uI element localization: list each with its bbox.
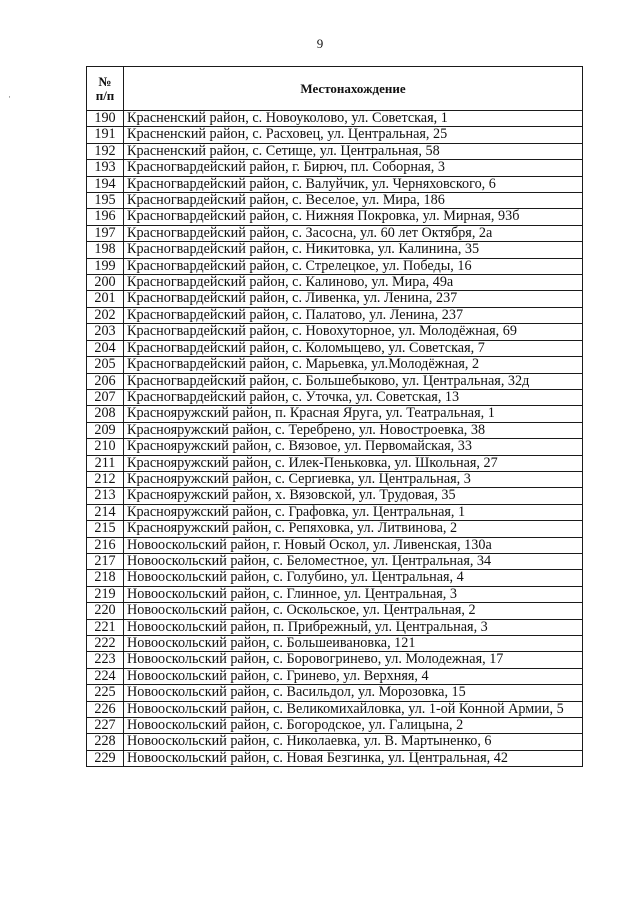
table-row (87, 718, 583, 734)
row-location: Красненский район, с. Сетище, ул. Центральная, 58 (124, 143, 583, 159)
table-row (87, 275, 583, 291)
table-row (87, 225, 583, 241)
table-row (87, 652, 583, 668)
row-number: 225 (87, 685, 124, 701)
row-number: 204 (87, 340, 124, 356)
row-number: 194 (87, 176, 124, 192)
row-number: 218 (87, 570, 124, 586)
row-location: Красногвардейский район, с. Стрелецкое, ул. Победы, 16 (124, 258, 583, 274)
row-number: 216 (87, 537, 124, 553)
table-row (87, 455, 583, 471)
row-location: Новооскольский район, с. Боровогринево, ул. Молодежная, 17 (124, 652, 583, 668)
row-number: 196 (87, 209, 124, 225)
row-location: Красногвардейский район, с. Палатово, ул. Ленина, 237 (124, 307, 583, 323)
table-row (87, 291, 583, 307)
row-number: 191 (87, 127, 124, 143)
row-location: Новооскольский район, с. Беломестное, ул. Центральная, 34 (124, 553, 583, 569)
table-row (87, 209, 583, 225)
table-row (87, 357, 583, 373)
table-row (87, 176, 583, 192)
table-row (87, 636, 583, 652)
row-location: Новооскольский район, г. Новый Оскол, ул. Ливенская, 130а (124, 537, 583, 553)
row-number: 213 (87, 488, 124, 504)
row-location: Новооскольский район, с. Богородское, ул. Галицына, 2 (124, 718, 583, 734)
row-location: Красногвардейский район, г. Бирюч, пл. Соборная, 3 (124, 160, 583, 176)
table-row (87, 537, 583, 553)
header-number (87, 67, 124, 111)
table-row (87, 111, 583, 127)
table-body (87, 111, 583, 767)
row-location: Краснояружский район, п. Красная Яруга, ул. Театральная, 1 (124, 406, 583, 422)
row-number: 229 (87, 750, 124, 766)
table-row (87, 422, 583, 438)
row-location: Красногвардейский район, с. Нижняя Покровка, ул. Мирная, 93б (124, 209, 583, 225)
table-row (87, 619, 583, 635)
row-number: 202 (87, 307, 124, 323)
row-number: 211 (87, 455, 124, 471)
row-location: Красногвардейский район, с. Уточка, ул. Советская, 13 (124, 389, 583, 405)
table-header-row (87, 67, 583, 111)
header-location: Местонахождение (124, 67, 583, 111)
table-row (87, 373, 583, 389)
header-number-line: № (98, 73, 112, 89)
row-number: 201 (87, 291, 124, 307)
row-number: 209 (87, 422, 124, 438)
row-number: 214 (87, 504, 124, 520)
row-number: 200 (87, 275, 124, 291)
row-location: Краснояружский район, с. Теребрено, ул. Новостроевка, 38 (124, 422, 583, 438)
row-number: 206 (87, 373, 124, 389)
table-row (87, 488, 583, 504)
locations-table (86, 66, 583, 767)
row-number: 222 (87, 636, 124, 652)
row-number: 199 (87, 258, 124, 274)
row-number: 217 (87, 553, 124, 569)
row-number: 208 (87, 406, 124, 422)
row-location: Краснояружский район, с. Сергиевка, ул. Центральная, 3 (124, 471, 583, 487)
header-number-line: п/п (95, 87, 115, 103)
table-row (87, 750, 583, 766)
table-row (87, 193, 583, 209)
table-row (87, 307, 583, 323)
row-location: Новооскольский район, с. Глинное, ул. Центральная, 3 (124, 586, 583, 602)
row-number: 193 (87, 160, 124, 176)
row-location: Красногвардейский район, с. Марьевка, ул.Молодёжная, 2 (124, 357, 583, 373)
row-location: Красногвардейский район, с. Ливенка, ул. Ленина, 237 (124, 291, 583, 307)
row-number: 221 (87, 619, 124, 635)
row-number: 207 (87, 389, 124, 405)
table-row (87, 324, 583, 340)
row-number: 224 (87, 668, 124, 684)
row-location: Красногвардейский район, с. Никитовка, ул. Калинина, 35 (124, 242, 583, 258)
row-number: 227 (87, 718, 124, 734)
row-location: Новооскольский район, с. Большеивановка, 121 (124, 636, 583, 652)
row-location: Новооскольский район, с. Голубино, ул. Центральная, 4 (124, 570, 583, 586)
row-location: Краснояружский район, х. Вязовской, ул. Трудовая, 35 (124, 488, 583, 504)
row-location: Красненский район, с. Расховец, ул. Центральная, 25 (124, 127, 583, 143)
row-location: Красногвардейский район, с. Валуйчик, ул. Черняховского, 6 (124, 176, 583, 192)
row-location: Красногвардейский район, с. Засосна, ул. 60 лет Октября, 2а (124, 225, 583, 241)
row-number: 205 (87, 357, 124, 373)
row-number: 215 (87, 521, 124, 537)
row-number: 223 (87, 652, 124, 668)
row-location: Краснояружский район, с. Графовка, ул. Центральная, 1 (124, 504, 583, 520)
table-row (87, 406, 583, 422)
table-row (87, 389, 583, 405)
table-row (87, 701, 583, 717)
row-number: 219 (87, 586, 124, 602)
table-row (87, 127, 583, 143)
table-row (87, 553, 583, 569)
page-number: 9 (316, 36, 324, 51)
table-row (87, 570, 583, 586)
row-number: 220 (87, 603, 124, 619)
row-location: Новооскольский район, с. Гринево, ул. Верхняя, 4 (124, 668, 583, 684)
row-location: Краснояружский район, с. Репяховка, ул. Литвинова, 2 (124, 521, 583, 537)
table-row (87, 586, 583, 602)
row-location: Новооскольский район, с. Великомихайловка, ул. 1-ой Конной Армии, 5 (124, 701, 583, 717)
row-location: Новооскольский район, п. Прибрежный, ул. Центральная, 3 (124, 619, 583, 635)
table-row (87, 258, 583, 274)
margin-mark: · (8, 92, 11, 102)
table-row (87, 143, 583, 159)
row-number: 226 (87, 701, 124, 717)
row-number: 203 (87, 324, 124, 340)
row-location: Красненский район, с. Новоуколово, ул. Советская, 1 (124, 111, 583, 127)
row-number: 192 (87, 143, 124, 159)
row-location: Краснояружский район, с. Вязовое, ул. Первомайская, 33 (124, 439, 583, 455)
row-location: Красногвардейский район, с. Веселое, ул. Мира, 186 (124, 193, 583, 209)
table-row (87, 685, 583, 701)
row-number: 190 (87, 111, 124, 127)
row-number: 210 (87, 439, 124, 455)
table-row (87, 439, 583, 455)
table-row (87, 668, 583, 684)
table-row (87, 340, 583, 356)
table-row (87, 471, 583, 487)
table-row (87, 521, 583, 537)
table-row (87, 160, 583, 176)
table-row (87, 603, 583, 619)
row-number: 197 (87, 225, 124, 241)
row-number: 212 (87, 471, 124, 487)
row-location: Красногвардейский район, с. Калиново, ул. Мира, 49а (124, 275, 583, 291)
table-row (87, 734, 583, 750)
row-location: Новооскольский район, с. Васильдол, ул. Морозовка, 15 (124, 685, 583, 701)
row-location: Новооскольский район, с. Новая Безгинка, ул. Центральная, 42 (124, 750, 583, 766)
row-location: Красногвардейский район, с. Коломыцево, ул. Советская, 7 (124, 340, 583, 356)
row-location: Новооскольский район, с. Николаевка, ул. В. Мартыненко, 6 (124, 734, 583, 750)
row-number: 195 (87, 193, 124, 209)
table-row (87, 504, 583, 520)
row-number: 198 (87, 242, 124, 258)
row-location: Краснояружский район, с. Илек-Пеньковка, ул. Школьная, 27 (124, 455, 583, 471)
row-location: Красногвардейский район, с. Большебыково, ул. Центральная, 32д (124, 373, 583, 389)
row-location: Красногвардейский район, с. Новохуторное, ул. Молодёжная, 69 (124, 324, 583, 340)
row-number: 228 (87, 734, 124, 750)
row-location: Новооскольский район, с. Оскольское, ул. Центральная, 2 (124, 603, 583, 619)
table-row (87, 242, 583, 258)
